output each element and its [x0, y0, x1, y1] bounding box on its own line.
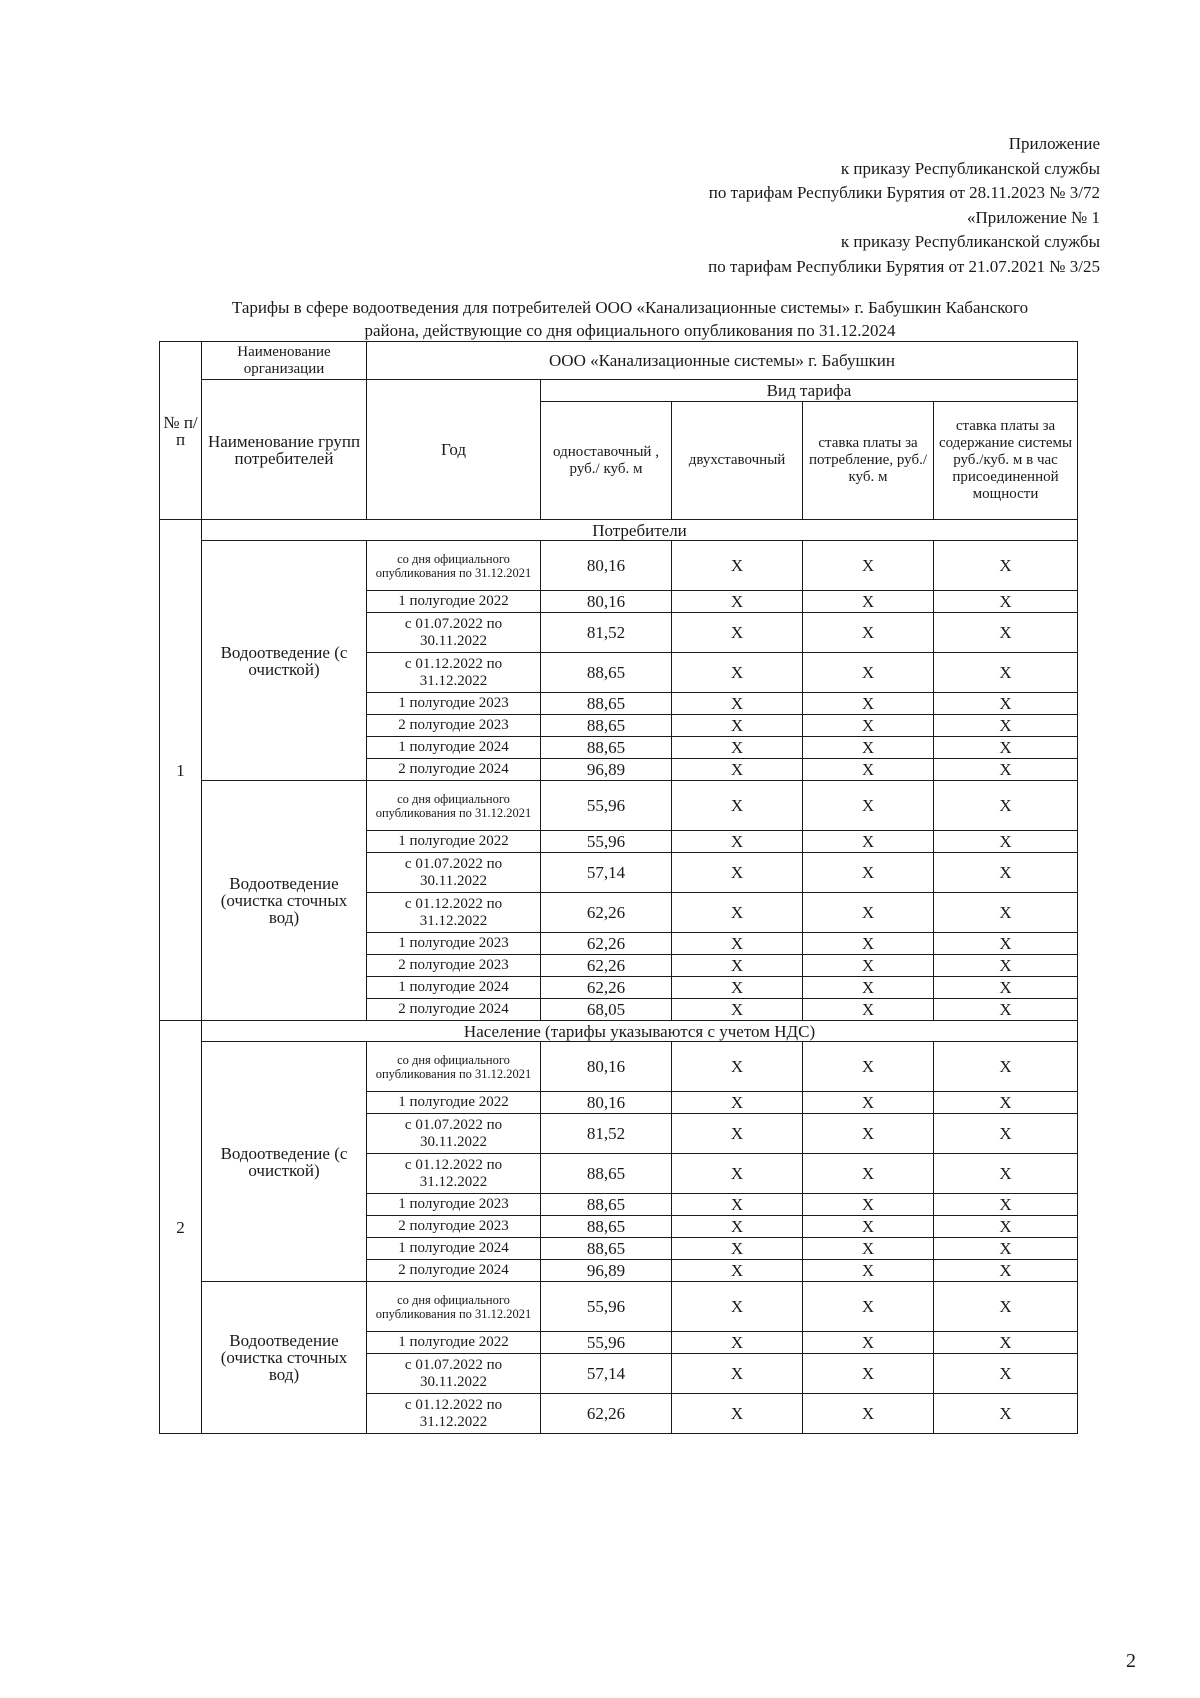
maintenance-rate-x-mark: Х: [934, 853, 1078, 893]
period-cell: 2 полугодие 2023: [367, 1216, 541, 1238]
period-cell: 2 полугодие 2024: [367, 759, 541, 781]
single-rate-value: 55,96: [541, 831, 672, 853]
single-rate-value: 80,16: [541, 591, 672, 613]
consumption-rate-x-mark: Х: [803, 1194, 934, 1216]
period-cell: с 01.07.2022 по 30.11.2022: [367, 853, 541, 893]
double-rate-x-mark: Х: [672, 541, 803, 591]
consumption-rate-x-mark: Х: [803, 1354, 934, 1394]
single-rate-value: 62,26: [541, 1394, 672, 1434]
maintenance-rate-x-mark: Х: [934, 1154, 1078, 1194]
col-group-header: Наименование групп потребителей: [202, 380, 367, 520]
col-double-rate-header: двухставочный: [672, 402, 803, 520]
header-line: по тарифам Республики Бурятия от 28.11.2023 № 3/72: [708, 183, 1100, 202]
consumption-rate-x-mark: Х: [803, 1260, 934, 1282]
consumption-rate-x-mark: Х: [803, 613, 934, 653]
consumption-rate-x-mark: Х: [803, 1282, 934, 1332]
maintenance-rate-x-mark: Х: [934, 715, 1078, 737]
maintenance-rate-x-mark: Х: [934, 955, 1078, 977]
header-line: к приказу Республиканской службы: [840, 232, 1100, 251]
maintenance-rate-x-mark: Х: [934, 977, 1078, 999]
consumption-rate-x-mark: Х: [803, 541, 934, 591]
maintenance-rate-x-mark: Х: [934, 781, 1078, 831]
double-rate-x-mark: Х: [672, 693, 803, 715]
table-row: [160, 1282, 1078, 1332]
period-cell: 1 полугодие 2023: [367, 693, 541, 715]
double-rate-x-mark: Х: [672, 955, 803, 977]
maintenance-rate-x-mark: Х: [934, 999, 1078, 1021]
single-rate-value: 81,52: [541, 1114, 672, 1154]
consumption-rate-x-mark: Х: [803, 999, 934, 1021]
double-rate-x-mark: Х: [672, 999, 803, 1021]
period-cell: 1 полугодие 2022: [367, 1092, 541, 1114]
double-rate-x-mark: Х: [672, 1114, 803, 1154]
title-line-1: Тарифы в сфере водоотведения для потребителей ООО «Канализационные системы» г. Бабушкин Кабанского: [231, 298, 1029, 317]
consumer-group-name: Водоотведение (очистка сточных вод): [202, 1282, 367, 1434]
double-rate-x-mark: Х: [672, 613, 803, 653]
single-rate-value: 96,89: [541, 759, 672, 781]
double-rate-x-mark: Х: [672, 759, 803, 781]
period-cell: со дня официального опубликования по 31.12.2021: [367, 781, 541, 831]
double-rate-x-mark: Х: [672, 1194, 803, 1216]
double-rate-x-mark: Х: [672, 977, 803, 999]
period-cell: со дня официального опубликования по 31.12.2021: [367, 1042, 541, 1092]
period-cell: с 01.07.2022 по 30.11.2022: [367, 1114, 541, 1154]
consumption-rate-x-mark: Х: [803, 1394, 934, 1434]
maintenance-rate-x-mark: Х: [934, 1332, 1078, 1354]
period-cell: 2 полугодие 2023: [367, 955, 541, 977]
period-cell: 1 полугодие 2023: [367, 933, 541, 955]
single-rate-value: 88,65: [541, 737, 672, 759]
double-rate-x-mark: Х: [672, 1260, 803, 1282]
maintenance-rate-x-mark: Х: [934, 1354, 1078, 1394]
vid-tarifa-header: Вид тарифа: [541, 380, 1078, 402]
consumption-rate-x-mark: Х: [803, 1114, 934, 1154]
period-cell: с 01.07.2022 по 30.11.2022: [367, 1354, 541, 1394]
col-num-header: № п/п: [160, 342, 202, 520]
maintenance-rate-x-mark: Х: [934, 1216, 1078, 1238]
consumption-rate-x-mark: Х: [803, 759, 934, 781]
single-rate-value: 62,26: [541, 893, 672, 933]
maintenance-rate-x-mark: Х: [934, 1194, 1078, 1216]
period-cell: со дня официального опубликования по 31.12.2021: [367, 541, 541, 591]
single-rate-value: 55,96: [541, 781, 672, 831]
period-cell: 2 полугодие 2024: [367, 1260, 541, 1282]
consumption-rate-x-mark: Х: [803, 893, 934, 933]
period-cell: с 01.07.2022 по 30.11.2022: [367, 613, 541, 653]
double-rate-x-mark: Х: [672, 1238, 803, 1260]
col-maintenance-rate-header: ставка платы за содержание системы руб./куб. м в час присоединенной мощности: [934, 402, 1078, 520]
maintenance-rate-x-mark: Х: [934, 591, 1078, 613]
document-title: [150, 296, 1110, 342]
double-rate-x-mark: Х: [672, 715, 803, 737]
section-number: 2: [160, 1021, 202, 1434]
single-rate-value: 55,96: [541, 1332, 672, 1354]
table-row: [160, 541, 1078, 591]
single-rate-value: 55,96: [541, 1282, 672, 1332]
consumption-rate-x-mark: Х: [803, 715, 934, 737]
page-number: 2: [1126, 1650, 1136, 1672]
single-rate-value: 88,65: [541, 1216, 672, 1238]
header-line: к приказу Республиканской службы: [840, 158, 1100, 178]
consumer-group-name: Водоотведение (с очисткой): [202, 1042, 367, 1282]
single-rate-value: 80,16: [541, 1092, 672, 1114]
consumption-rate-x-mark: Х: [803, 1154, 934, 1194]
consumption-rate-x-mark: Х: [803, 955, 934, 977]
maintenance-rate-x-mark: Х: [934, 1282, 1078, 1332]
section-title: Потребители: [202, 520, 1078, 541]
maintenance-rate-x-mark: Х: [934, 759, 1078, 781]
period-cell: 1 полугодие 2024: [367, 977, 541, 999]
single-rate-value: 68,05: [541, 999, 672, 1021]
maintenance-rate-x-mark: Х: [934, 693, 1078, 715]
consumption-rate-x-mark: Х: [803, 1042, 934, 1092]
maintenance-rate-x-mark: Х: [934, 737, 1078, 759]
single-rate-value: 62,26: [541, 933, 672, 955]
single-rate-value: 88,65: [541, 1194, 672, 1216]
consumption-rate-x-mark: Х: [803, 781, 934, 831]
period-cell: с 01.12.2022 по 31.12.2022: [367, 1154, 541, 1194]
single-rate-value: 57,14: [541, 1354, 672, 1394]
double-rate-x-mark: Х: [672, 1394, 803, 1434]
maintenance-rate-x-mark: Х: [934, 893, 1078, 933]
header-line: «Приложение № 1: [967, 207, 1100, 227]
col-year-header: Год: [367, 380, 541, 520]
single-rate-value: 88,65: [541, 715, 672, 737]
table-row: [160, 781, 1078, 831]
double-rate-x-mark: Х: [672, 1354, 803, 1394]
consumption-rate-x-mark: Х: [803, 1092, 934, 1114]
col-org-label-header: Наименование организации: [202, 342, 367, 380]
title-line-2: района, действующие со дня официального опубликования по 31.12.2024: [364, 321, 896, 340]
maintenance-rate-x-mark: Х: [934, 1114, 1078, 1154]
period-cell: с 01.12.2022 по 31.12.2022: [367, 1394, 541, 1434]
consumption-rate-x-mark: Х: [803, 653, 934, 693]
consumer-group-name: Водоотведение (очистка сточных вод): [202, 781, 367, 1021]
maintenance-rate-x-mark: Х: [934, 831, 1078, 853]
consumer-group-name: Водоотведение (с очисткой): [202, 541, 367, 781]
section-title-row: [160, 1021, 1078, 1042]
double-rate-x-mark: Х: [672, 893, 803, 933]
double-rate-x-mark: Х: [672, 831, 803, 853]
single-rate-value: 80,16: [541, 541, 672, 591]
consumption-rate-x-mark: Х: [803, 1238, 934, 1260]
maintenance-rate-x-mark: Х: [934, 1260, 1078, 1282]
consumption-rate-x-mark: Х: [803, 591, 934, 613]
single-rate-value: 96,89: [541, 1260, 672, 1282]
single-rate-value: 57,14: [541, 853, 672, 893]
period-cell: 1 полугодие 2023: [367, 1194, 541, 1216]
header-row-vid: [160, 380, 1078, 402]
tariffs-table-body: [160, 342, 1078, 1434]
single-rate-value: 88,65: [541, 1238, 672, 1260]
single-rate-value: 88,65: [541, 693, 672, 715]
consumption-rate-x-mark: Х: [803, 1216, 934, 1238]
maintenance-rate-x-mark: Х: [934, 1238, 1078, 1260]
appendix-header: [500, 132, 1100, 279]
consumption-rate-x-mark: Х: [803, 977, 934, 999]
maintenance-rate-x-mark: Х: [934, 653, 1078, 693]
maintenance-rate-x-mark: Х: [934, 933, 1078, 955]
section-title-row: [160, 520, 1078, 541]
header-line: по тарифам Республики Бурятия от 21.07.2021 № 3/25: [708, 256, 1100, 276]
section-number: 1: [160, 520, 202, 1021]
double-rate-x-mark: Х: [672, 591, 803, 613]
single-rate-value: 88,65: [541, 1154, 672, 1194]
double-rate-x-mark: Х: [672, 853, 803, 893]
period-cell: с 01.12.2022 по 31.12.2022: [367, 893, 541, 933]
period-cell: 1 полугодие 2022: [367, 591, 541, 613]
period-cell: с 01.12.2022 по 31.12.2022: [367, 653, 541, 693]
double-rate-x-mark: Х: [672, 1092, 803, 1114]
maintenance-rate-x-mark: Х: [934, 1092, 1078, 1114]
double-rate-x-mark: Х: [672, 653, 803, 693]
header-line: Приложение: [1008, 134, 1100, 153]
single-rate-value: 81,52: [541, 613, 672, 653]
maintenance-rate-x-mark: Х: [934, 1042, 1078, 1092]
table-row: [160, 1042, 1078, 1092]
col-consumption-rate-header: ставка платы за потребление, руб./ куб. м: [803, 402, 934, 520]
period-cell: 1 полугодие 2024: [367, 1238, 541, 1260]
double-rate-x-mark: Х: [672, 1042, 803, 1092]
period-cell: 1 полугодие 2022: [367, 831, 541, 853]
period-cell: 1 полугодие 2024: [367, 737, 541, 759]
consumption-rate-x-mark: Х: [803, 693, 934, 715]
consumption-rate-x-mark: Х: [803, 831, 934, 853]
double-rate-x-mark: Х: [672, 1216, 803, 1238]
double-rate-x-mark: Х: [672, 1282, 803, 1332]
consumption-rate-x-mark: Х: [803, 737, 934, 759]
consumption-rate-x-mark: Х: [803, 853, 934, 893]
maintenance-rate-x-mark: Х: [934, 1394, 1078, 1434]
consumption-rate-x-mark: Х: [803, 933, 934, 955]
maintenance-rate-x-mark: Х: [934, 541, 1078, 591]
maintenance-rate-x-mark: Х: [934, 613, 1078, 653]
header-row-org: [160, 342, 1078, 380]
consumption-rate-x-mark: Х: [803, 1332, 934, 1354]
period-cell: 2 полугодие 2024: [367, 999, 541, 1021]
period-cell: 2 полугодие 2023: [367, 715, 541, 737]
single-rate-value: 88,65: [541, 653, 672, 693]
section-title: Население (тарифы указываются с учетом НДС): [202, 1021, 1078, 1042]
double-rate-x-mark: Х: [672, 1154, 803, 1194]
double-rate-x-mark: Х: [672, 781, 803, 831]
col-single-rate-header: одноставочный , руб./ куб. м: [541, 402, 672, 520]
double-rate-x-mark: Х: [672, 933, 803, 955]
double-rate-x-mark: Х: [672, 737, 803, 759]
double-rate-x-mark: Х: [672, 1332, 803, 1354]
period-cell: со дня официального опубликования по 31.12.2021: [367, 1282, 541, 1332]
single-rate-value: 62,26: [541, 955, 672, 977]
single-rate-value: 80,16: [541, 1042, 672, 1092]
org-name: ООО «Канализационные системы» г. Бабушкин: [367, 342, 1078, 380]
single-rate-value: 62,26: [541, 977, 672, 999]
period-cell: 1 полугодие 2022: [367, 1332, 541, 1354]
tariffs-table: [159, 341, 1078, 1434]
